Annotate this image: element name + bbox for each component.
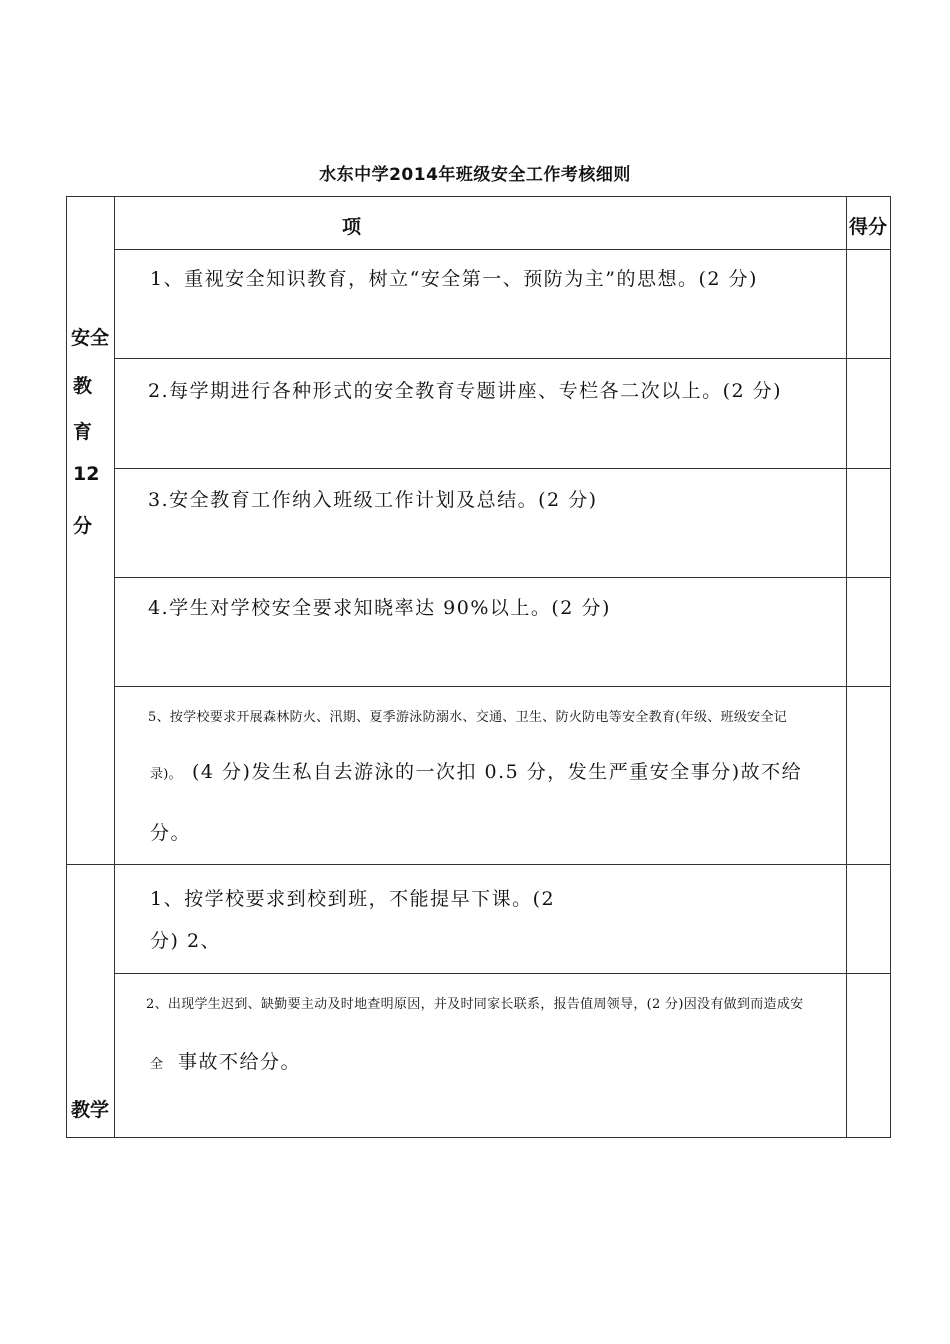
table-row-teaching-2-line2-prefix: 全 [150,1057,164,1072]
table-row-item-5-line2-prefix: 录)。 [150,767,182,782]
row-divider [114,973,891,974]
category-safety-education-line: 12 [73,463,100,485]
table-row-teaching-1-line2: 分) 2、 [150,930,222,952]
table-border-right [890,196,891,1138]
table-row-teaching-1-line1: 1、按学校要求到校到班，不能提早下课。(2 [150,888,556,910]
table-border-top [66,196,891,197]
section-divider [66,864,891,865]
row-divider [114,468,891,469]
table-border-bottom [66,1137,891,1138]
header-item: 项 [342,216,362,238]
category-column-divider [114,196,115,1138]
category-teaching: 教学 [71,1099,110,1121]
row-divider [114,577,891,578]
table-row-item-5-line3: 分。 [150,822,192,844]
row-divider [114,249,891,250]
document-title: 水东中学2014年班级安全工作考核细则 [319,165,631,185]
category-safety-education-line: 育 [73,421,93,443]
row-divider [114,358,891,359]
row-divider [114,686,891,687]
table-border-left [66,196,67,1138]
score-column-divider [846,196,847,1138]
category-safety-education-line: 教 [73,375,93,397]
category-safety-education-line: 分 [73,515,93,537]
table-row-item-1: 1、重视安全知识教育，树立“安全第一、预防为主”的思想。(2 分) [150,268,758,290]
table-row-teaching-2-line1: 2、出现学生迟到、缺勤要主动及时地查明原因，并及时同家长联系，报告值周领导，(2 分)因没有做到而造成安 [146,997,804,1012]
table-row-teaching-2-line2: 事故不给分。 [178,1051,302,1073]
table-row-item-4: 4.学生对学校安全要求知晓率达 90%以上。(2 分) [148,597,611,619]
table-row-item-5-line2: (4 分)发生私自去游泳的一次扣 0.5 分，发生严重安全事分)故不给 [192,761,803,783]
table-row-item-3: 3.安全教育工作纳入班级工作计划及总结。(2 分) [148,489,598,511]
header-score: 得分 [849,216,888,238]
table-row-item-2: 2.每学期进行各种形式的安全教育专题讲座、专栏各二次以上。(2 分) [148,380,783,402]
table-row-item-5-line1: 5、按学校要求开展森林防火、汛期、夏季游泳防溺水、交通、卫生、防火防电等安全教育(年级、班级安全记 [148,710,788,725]
category-safety-education-line: 安全 [71,327,110,349]
